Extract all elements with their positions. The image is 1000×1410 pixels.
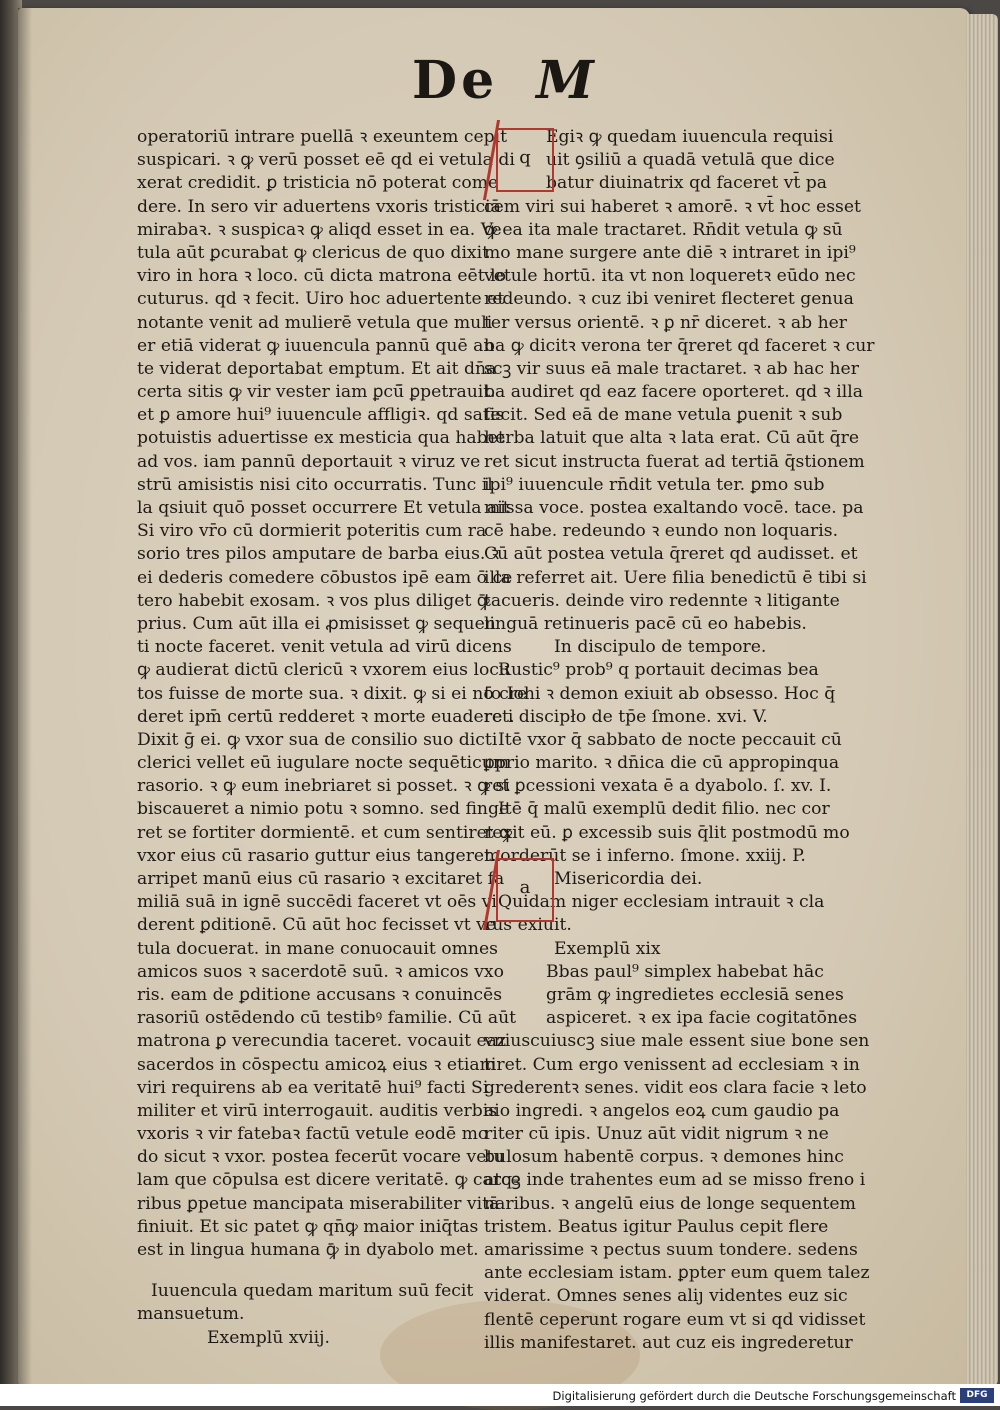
text-line: Quidam niger ecclesiam intrauit ꝛ cla: [498, 892, 825, 913]
text-line: ꝑprio marito. ꝛ dn̄ica die cū appropinqua: [484, 753, 840, 774]
text-line: Itē q̄ malū exemplū dedit filio. nec cor: [498, 799, 830, 820]
text-line: viro in hora ꝛ loco. cū dicta matrona eēt lo: [137, 266, 506, 287]
text-line: tacueris. deinde viro redennte ꝛ litigante: [484, 590, 840, 611]
text-line: ribus ꝑpetue mancipata miserabiliter vitā: [137, 1193, 500, 1214]
text-line: derent ꝑditionē. Cū aūt hoc fecisset vt ve: [137, 915, 497, 936]
text-line: scꝫ vir suus eā male tractaret. ꝛ ab hac her: [484, 358, 859, 379]
text-line: rus exiuit.: [484, 915, 572, 936]
text-line: missa voce. postea exaltando vocē. tace. pa: [484, 498, 864, 518]
text-line: mirabaꝛ. ꝛ suspicaꝛ ꝙ aliqd esset in ea. Ve: [137, 219, 502, 240]
text-line: ret se fortiter dormientē. et cum sentiret ꝙ: [137, 822, 513, 843]
text-line: dere. In sero vir aduertens vxoris tristiciā: [137, 196, 501, 217]
text-line: ad vos. iam pannū deportauit ꝛ viruz ve: [137, 451, 481, 472]
text-line: clerici vellet eū iugulare nocte sequēticum: [137, 753, 510, 774]
text-line: mo mane surgere ante diē ꝛ intraret in ipi⁹: [484, 242, 856, 263]
text-line: Dixit ḡ ei. ꝙ vxor sua de consilio suo dicti: [137, 729, 498, 750]
text-line: Itē vxor q̄ sabbato de nocte peccauit cū: [498, 729, 842, 750]
text-line: grederentꝛ senes. vidit eos clara facie ꝛ leto: [484, 1077, 867, 1098]
text-line: tristem. Beatus igitur Paulus cepit flere: [484, 1216, 829, 1237]
text-line: morderūt se i inferno. ſmone. xxiij. P.: [484, 845, 806, 866]
header-word: De: [412, 50, 499, 111]
text-line: ba audiret qd eaz facere oporteret. qd ꝛ illa: [484, 382, 863, 403]
text-line: vxoris ꝛ vir fatebaꝛ factū vetule eodē mo: [137, 1124, 489, 1145]
text-line: deret ipm̄ certū redderet ꝛ morte euaderet.: [137, 706, 515, 727]
section-heading: In discipulo de tempore.: [554, 637, 767, 658]
text-line: cē habe. redeundo ꝛ eundo non loquaris.: [484, 521, 839, 542]
header-initial: M: [536, 50, 598, 111]
text-line: tiret. Cum ergo venissent ad ecclesiam ꝛ in: [484, 1054, 860, 1075]
text-line: vxor eius cū rasario guttur eius tangeret.: [137, 845, 497, 866]
text-line: arripet manū eius cū rasario ꝛ excitaret fa: [137, 869, 505, 889]
text-line: notante venit ad mulierē vetula que muli: [137, 312, 493, 333]
text-line: biscaueret a nimio potu ꝛ somno. sed finge: [137, 799, 510, 820]
text-line: herba latuit que alta ꝛ lata erat. Cū aūt q̄re: [484, 428, 860, 449]
text-line: strū amisistis nisi cito occurratis. Tunc il: [137, 474, 493, 495]
section-heading: mansuetum.: [137, 1304, 245, 1325]
rubricated-initial-2: [496, 858, 554, 922]
text-line: illis manifestaret. aut cuz eis ingrederetur: [484, 1332, 853, 1353]
text-line: amarissime ꝛ pectus suum tondere. sedens: [484, 1240, 858, 1260]
text-line: vniuscuiuscꝫ siue male essent siue bone sen: [484, 1031, 870, 1052]
text-line: aio ingredi. ꝛ angelos eoꝝ cum gaudio pa: [484, 1100, 840, 1121]
text-line: la qsiuit quō posset occurrere Et vetula ait: [137, 498, 510, 518]
text-line: ti nocte faceret. venit vetula ad virū dicens: [137, 637, 512, 658]
text-line: tos fuisse de morte sua. ꝛ dixit. ꝙ si ei nō cre: [137, 683, 528, 704]
text-line: lam que cōpulsa est dicere veritatē. ꝙ carce: [137, 1170, 521, 1191]
text-line: flentē ceperunt rogare eum vt si qd vidisset: [484, 1309, 866, 1330]
text-line: ipi⁹ iuuencule rn̄dit vetula ter. ꝑmo sub: [484, 474, 825, 495]
section-heading: Misericordia dei.: [554, 869, 703, 889]
text-line: te viderat deportabat emptum. Et ait dn̄a: [137, 358, 497, 379]
text-line: miliā suā in ignē succēdi faceret vt oēs vi: [137, 892, 497, 913]
exemplum-heading: Exemplū xviij.: [207, 1327, 330, 1348]
section-heading: Iuuencula quedam maritum suū fecit: [151, 1281, 474, 1302]
text-line: est in lingua humana ꝙ̄ in dyabolo met.: [137, 1240, 479, 1260]
text-line: militer et virū interrogauit. auditis verbis: [137, 1100, 498, 1121]
text-line: Cū aūt postea vetula q̄reret qd audisset. et: [484, 544, 858, 565]
right-text-column: [484, 126, 875, 1355]
text-line: riter cū ipis. Unuz aūt vidit nigrum ꝛ ne: [484, 1124, 829, 1145]
text-line: grām ꝙ ingredietes ecclesiā senes: [546, 984, 844, 1005]
text-line: ante ecclesiam istam. ꝑpter eum quem talez: [484, 1263, 870, 1284]
text-line: rexit eū. ꝑ excessib suis q̄lit postmodū mo: [484, 822, 850, 843]
text-line: sorio tres pilos amputare de barba eius. ꝛ: [137, 544, 499, 565]
text-line: fecit. Sed eā de mane vetula ꝑuenit ꝛ sub: [484, 405, 843, 426]
text-line: operatoriū intrare puellā ꝛ exeuntem cepit: [137, 127, 508, 147]
spacer: [137, 1262, 467, 1280]
text-line: Bbas paul⁹ simplex habebat hāc: [546, 961, 824, 982]
text-line: rasorio. ꝛ ꝙ eum inebriaret si posset. ꝛ ꝙ si: [137, 776, 510, 797]
running-header: [412, 50, 598, 111]
rubricated-initial-1: [496, 128, 554, 192]
text-line: Egiꝛ ꝙ quedam iuuencula requisi: [546, 127, 834, 147]
footer-credit: Digitalisierung gefördert durch die Deutsche Forschungsgemeinschaft: [552, 1389, 956, 1403]
page-edges: [966, 14, 998, 1386]
text-line: tula aūt ꝑcurabat ꝙ clericus de quo dixit: [137, 242, 490, 263]
text-line: to Iohi ꝛ demon exiuit ab obsesso. Hoc q̄: [484, 683, 836, 704]
text-line: ei dederis comedere cōbustos ipē eam ō ce: [137, 567, 513, 588]
text-line: viri requirens ab ea veritatē hui⁹ facti Si: [137, 1077, 489, 1098]
text-line: tero habebit exosam. ꝛ vos plus diliget ꝙ̄: [137, 590, 490, 611]
text-line: cuturus. qd ꝛ fecit. Uiro hoc aduertente et: [137, 289, 505, 310]
text-line: batur diuinatrix qd faceret vt̄ pa: [546, 173, 828, 194]
text-line: ꝙ audierat dictū clericū ꝛ vxorem eius locu: [137, 660, 510, 681]
text-line: redeundo. ꝛ cuz ibi veniret flecteret genua: [484, 289, 854, 310]
gutter-shadow: [18, 8, 32, 1386]
text-line: ret ꝑcessioni vexata ē a dyabolo. ſ. xv. I.: [484, 776, 832, 797]
text-line: naribus. ꝛ angelū eius de longe sequentem: [484, 1193, 856, 1214]
text-line: re i discipło de tp̄e ſmone. xvi. V.: [484, 706, 768, 727]
text-line: aspiceret. ꝛ ex ipa facie cogitatōnes: [546, 1008, 858, 1029]
text-line: xerat credidit. ꝑ tristicia nō poterat come: [137, 173, 499, 194]
text-line: matrona ꝑ verecundia taceret. vocauit eaz: [137, 1031, 506, 1052]
footer-bar: [0, 1384, 1000, 1406]
text-line: rasoriū ostēdendo cū testibꝰ familie. Cū aūt: [137, 1008, 517, 1029]
text-line: viderat. Omnes senes aliȷ videntes euz sic: [484, 1286, 848, 1307]
text-line: linguā retinueris pacē cū eo habebis.: [484, 613, 807, 634]
text-line: er etiā viderat ꝙ iuuencula pannū quē an: [137, 335, 495, 356]
exemplum-heading: Exemplū xix: [554, 938, 661, 959]
text-line: suspicari. ꝛ ꝙ verū posset eē qd ei vetula di: [137, 150, 515, 171]
text-line: tula docuerat. in mane conuocauit omnes: [137, 938, 498, 959]
dfg-logo: DFG: [960, 1388, 994, 1403]
text-line: finiuit. Et sic patet ꝙ qn̄ꝙ maior iniq̄tas: [137, 1216, 479, 1237]
text-line: Si viro vr̄o cū dormierit poteritis cum ra: [137, 521, 487, 542]
text-line: et ꝑ amore hui⁹ iuuencule affligiꝛ. qd satis: [137, 405, 505, 426]
text-line: sacerdos in cōspectu amicoꝝ eius ꝛ etiam: [137, 1054, 496, 1075]
text-line: Rustic⁹ prob⁹ q portauit decimas bea: [498, 660, 819, 681]
text-line: potuistis aduertisse ex mesticia qua habet: [137, 428, 505, 449]
text-line: cem viri sui haberet ꝛ amorē. ꝛ vt̄ hoc esset: [484, 196, 861, 217]
text-line: illa referret ait. Uere filia benedictū ē tibi si: [484, 567, 867, 588]
text-line: certa sitis ꝙ vir vester iam ꝑcū̄ ꝑpetrauit.: [137, 382, 496, 403]
text-line: amicos suos ꝛ sacerdotē suū. ꝛ amicos vxo: [137, 961, 504, 982]
text-line: vetule hortū. ita vt non loqueretꝛ eūdo nec: [484, 266, 856, 287]
text-line: bulosum habentē corpus. ꝛ demones hinc: [484, 1147, 844, 1168]
text-line: ret sicut instructa fuerat ad tertiā q̄stionem: [484, 451, 865, 472]
text-line: ter versus orientē. ꝛ ꝑ nr̄ diceret. ꝛ ab her: [484, 312, 848, 333]
text-line: uit ꝯsiliū a quadā vetulā que dice: [546, 150, 835, 171]
text-line: atqꝫ inde trahentes eum ad se misso freno i: [484, 1170, 866, 1191]
text-line: ꝙ ea ita male tractaret. Rn̄dit vetula ꝙ sū: [484, 219, 843, 240]
text-line: ris. eam de ꝑditione accusans ꝛ conuincēs: [137, 984, 503, 1005]
initial-letter: a: [519, 877, 531, 898]
text-line: prius. Cum aūt illa ei ꝓmisisset ꝙ sequen: [137, 613, 496, 634]
text-line: ba ꝙ dicitꝛ verona ter q̄reret qd faceret ꝛ cur: [484, 335, 875, 356]
text-line: do sicut ꝛ vxor. postea fecerūt vocare vetu: [137, 1147, 505, 1168]
initial-letter: q: [519, 147, 531, 168]
